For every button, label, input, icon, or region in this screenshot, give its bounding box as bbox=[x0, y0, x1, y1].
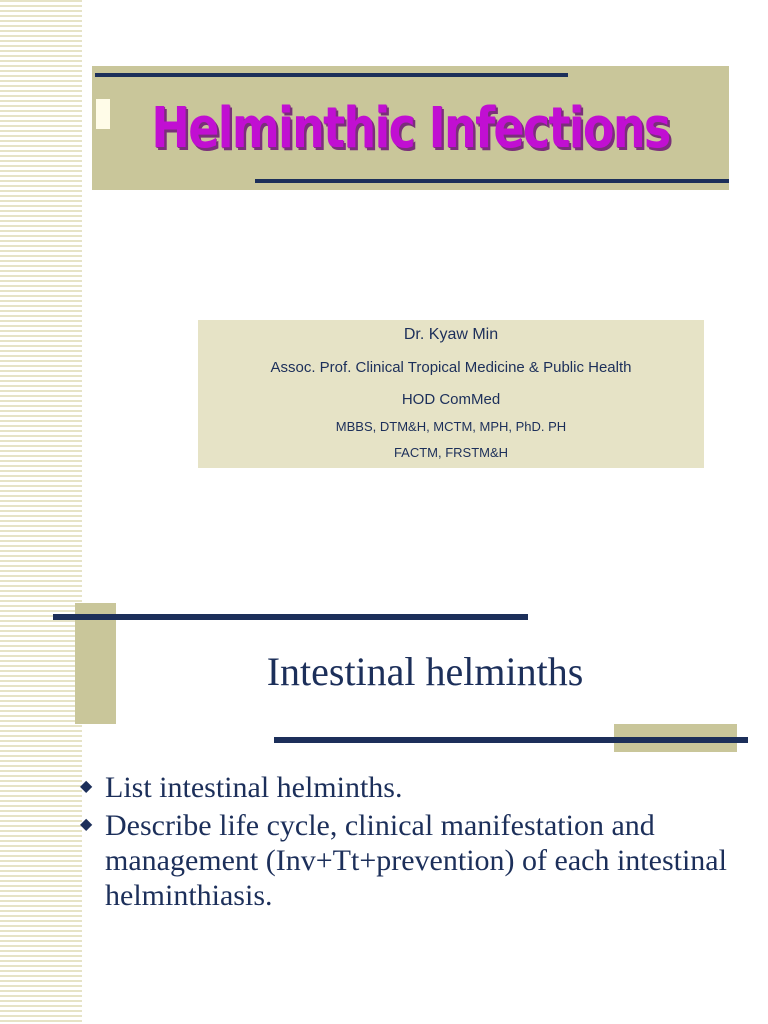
author-name: Dr. Kyaw Min bbox=[403, 326, 499, 343]
accent-block-left bbox=[75, 603, 116, 724]
author-degrees: MBBS, DTM&H, MCTM, MPH, PhD. PH bbox=[335, 419, 567, 434]
rule-top bbox=[53, 614, 528, 620]
bullet-text: Describe life cycle, clinical manifestation and management (Inv+Tt+prevention) of each intestinal helminthiasis. bbox=[105, 809, 727, 912]
slide-title-text: Helminthic Infections bbox=[151, 95, 670, 161]
author-fellowships: FACTM, FRSTM&H bbox=[393, 445, 509, 460]
list-item bbox=[80, 770, 740, 805]
bullet-text: List intestinal helminths. bbox=[105, 771, 403, 804]
author-department: HOD ComMed bbox=[401, 391, 501, 408]
slide-heading: Intestinal helminths bbox=[266, 649, 584, 694]
diamond-bullet-icon: ◆ bbox=[80, 776, 93, 795]
title-accent-block bbox=[96, 99, 110, 129]
author-position: Assoc. Prof. Clinical Tropical Medicine & Public Health bbox=[270, 359, 632, 376]
list-item bbox=[80, 808, 740, 913]
author-box bbox=[198, 320, 704, 468]
bullet-list bbox=[80, 770, 740, 916]
diamond-bullet-icon: ◆ bbox=[80, 814, 93, 833]
rule-bottom bbox=[274, 737, 748, 743]
